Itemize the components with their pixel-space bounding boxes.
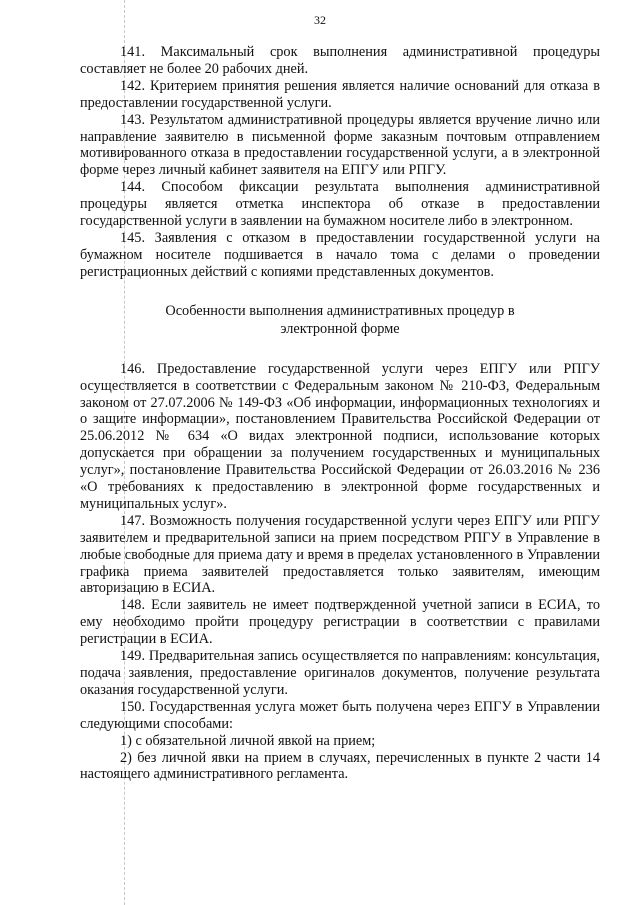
- paragraph-148: 148. Если заявитель не имеет подтвержденной учетной записи в ЕСИА, то ему необходимо пройти процедуру регистрации в соответствии с правилами регистрации в ЕСИА.: [80, 597, 600, 648]
- paragraph-144: 144. Способом фиксации результата выполнения административной процедуры является отметка инспектора об отказе в предоставлении государственной услуги в заявлении на бумажном носителе либо в электронном.: [80, 179, 600, 230]
- paragraph-149: 149. Предварительная запись осуществляется по направлениям: консультация, подача заявления, предоставление оригиналов документов, получение результата оказания государственной услуги.: [80, 648, 600, 698]
- list-item-2: 2) без личной явки на прием в случаях, перечисленных в пункте 2 части 14 настоящего административного регламента.: [80, 749, 600, 783]
- paragraph-143: 143. Результатом административной процедуры является вручение лично или направление заявителю в письменной форме заказным почтовым отправлением мотивированного отказа в предоставлении государственной услуги, а в электронной форме через личный кабинет заявителя на ЕПГУ или РПГУ.: [80, 111, 600, 179]
- paragraph-141: 141. Максимальный срок выполнения административной процедуры составляет не более 20 рабочих дней.: [80, 44, 600, 77]
- paragraph-150: 150. Государственная услуга может быть получена через ЕПГУ в Управлении следующими способами:: [80, 698, 600, 732]
- document-body: [80, 44, 600, 783]
- section-heading-line-1: Особенности выполнения административных процедур в: [165, 302, 515, 319]
- page-number: 32: [314, 13, 326, 27]
- section-heading-line-2: электронной форме: [280, 320, 400, 337]
- paragraph-146: 146. Предоставление государственной услуги через ЕПГУ или РПГУ осуществляется в соответствии с Федеральным законом № 210-ФЗ, Федеральным законом от 27.07.2006 № 149-ФЗ «Об информации, информационных технологиях и о защите информации», постановлением Правительства Российской Федерации от 25.06.2012 № 634 «О видах электронной подписи, использование которых допускается при обращении за получением государственных и муниципальных услуг», постановление Правительства Российской Федерации от 26.03.2016 № 236 «О требованиях к предоставлению в электронной форме государственных и муниципальных услуг».: [80, 360, 600, 512]
- paragraph-147: 147. Возможность получения государственной услуги через ЕПГУ или РПГУ заявителем и предварительной записи на прием посредством РПГУ в Управление в любые свободные для приема дату и время в пределах установленного в Управлении графика приема заявителей предоставляется только заявителям, имеющим авторизацию в ЕСИА.: [80, 512, 600, 597]
- list-item-1: 1) с обязательной личной явкой на прием;: [120, 732, 376, 749]
- section-heading: [80, 302, 600, 338]
- paragraph-142: 142. Критерием принятия решения является наличие оснований для отказа в предоставлении государственной услуги.: [80, 77, 600, 111]
- paragraph-145: 145. Заявления с отказом в предоставлении государственной услуги на бумажном носителе подшивается в начало тома с делами о проведении регистрационных действий с копиями представленных документов.: [80, 229, 600, 280]
